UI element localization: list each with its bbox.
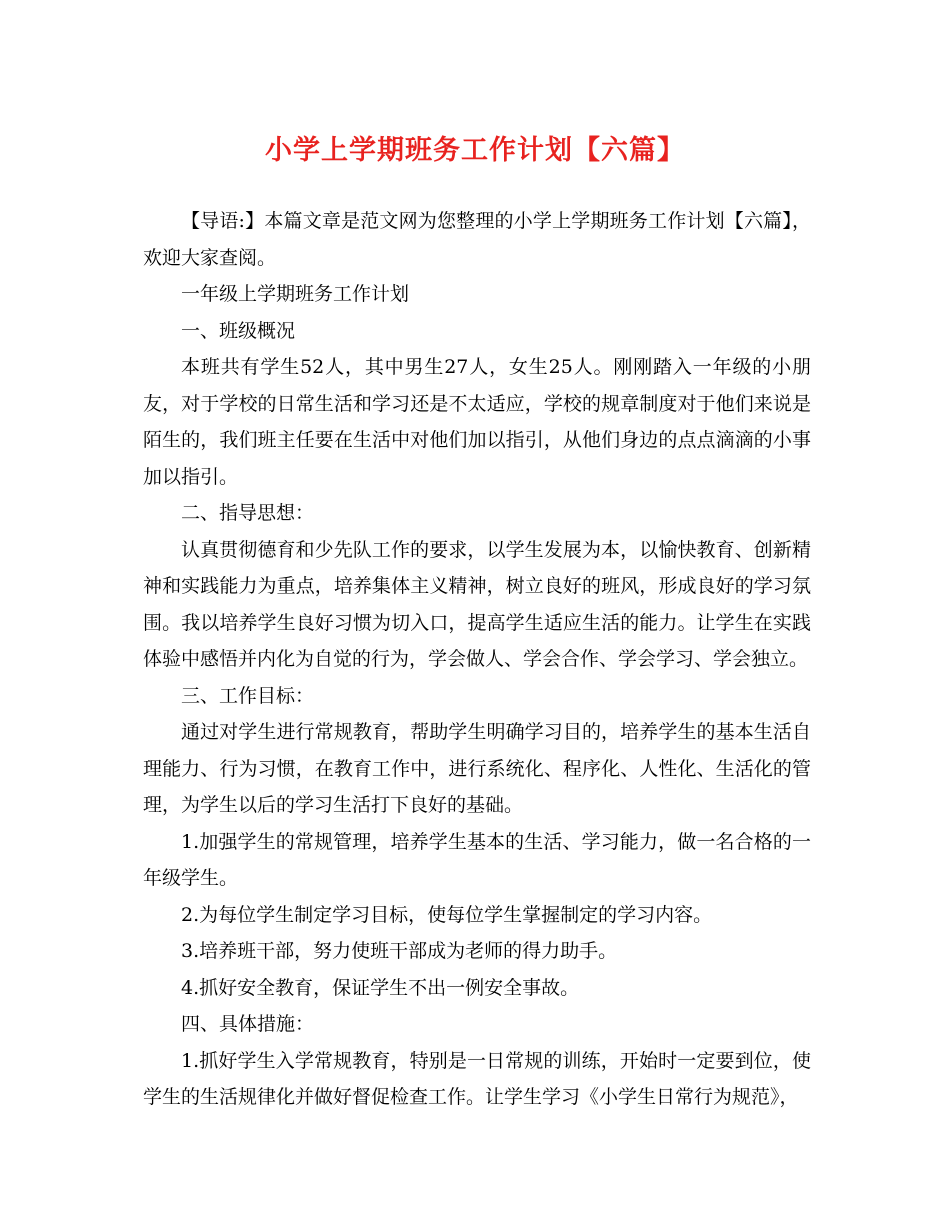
heading-work-goals: 三、工作目标： [181, 684, 315, 707]
heading-specific-measures: 四、具体措施： [181, 1013, 315, 1035]
paragraph-intro: 【导语:】本篇文章是范文网为您整理的小学上学期班务工作计划【六篇】，欢迎大家查阅。 [143, 210, 811, 269]
document-title: 小学上学期班务工作计划【六篇】 [265, 135, 685, 166]
paragraph-class-overview: 本班共有学生52人，其中男生27人，女生25人。刚刚踏入一年级的小朋友，对于学校的日常生活和学习还是不太适应，学校的规章制度对于他们来说是陌生的，我们班主任要在生活中对他们加以指引，从他们身边的点点滴滴的小事加以指引。 [143, 356, 811, 488]
paragraph-section-heading: 一年级上学期班务工作计划 [181, 283, 410, 305]
list-item-goal-1: 1.加强学生的常规管理，培养学生基本的生活、学习能力，做一名合格的一年级学生。 [143, 830, 811, 889]
list-item-measure-1: 1.抓好学生入学常规教育，特别是一日常规的训练，开始时一定要到位，使学生的生活规律化并做好督促检查工作。让学生学习《小学生日常行为规范》， [143, 1049, 811, 1108]
paragraph-guiding-ideology: 认真贯彻德育和少先队工作的要求，以学生发展为本，以愉快教育、创新精神和实践能力为重点，培养集体主义精神，树立良好的班风，形成良好的学习氛围。我以培养学生良好习惯为切入口，提高学生适应生活的能力。让学生在实践体验中感悟并内化为自觉的行为，学会做人、学会合作、学会学习、学会独立。 [143, 538, 811, 670]
list-item-goal-4: 4.抓好安全教育，保证学生不出一例安全事故。 [181, 976, 580, 999]
heading-guiding-ideology: 二、指导思想： [181, 502, 315, 524]
document-body [143, 203, 811, 1116]
list-item-goal-3: 3.培养班干部，努力使班干部成为老师的得力助手。 [181, 940, 618, 962]
paragraph-work-goals: 通过对学生进行常规教育，帮助学生明确学习目的，培养学生的基本生活自理能力、行为习惯，在教育工作中，进行系统化、程序化、人性化、生活化的管理，为学生以后的学习生活打下良好的基础。 [143, 721, 811, 816]
list-item-goal-2: 2.为每位学生制定学习目标，使每位学生掌握制定的学习内容。 [181, 903, 713, 926]
heading-class-overview: 一、班级概况 [181, 319, 296, 342]
